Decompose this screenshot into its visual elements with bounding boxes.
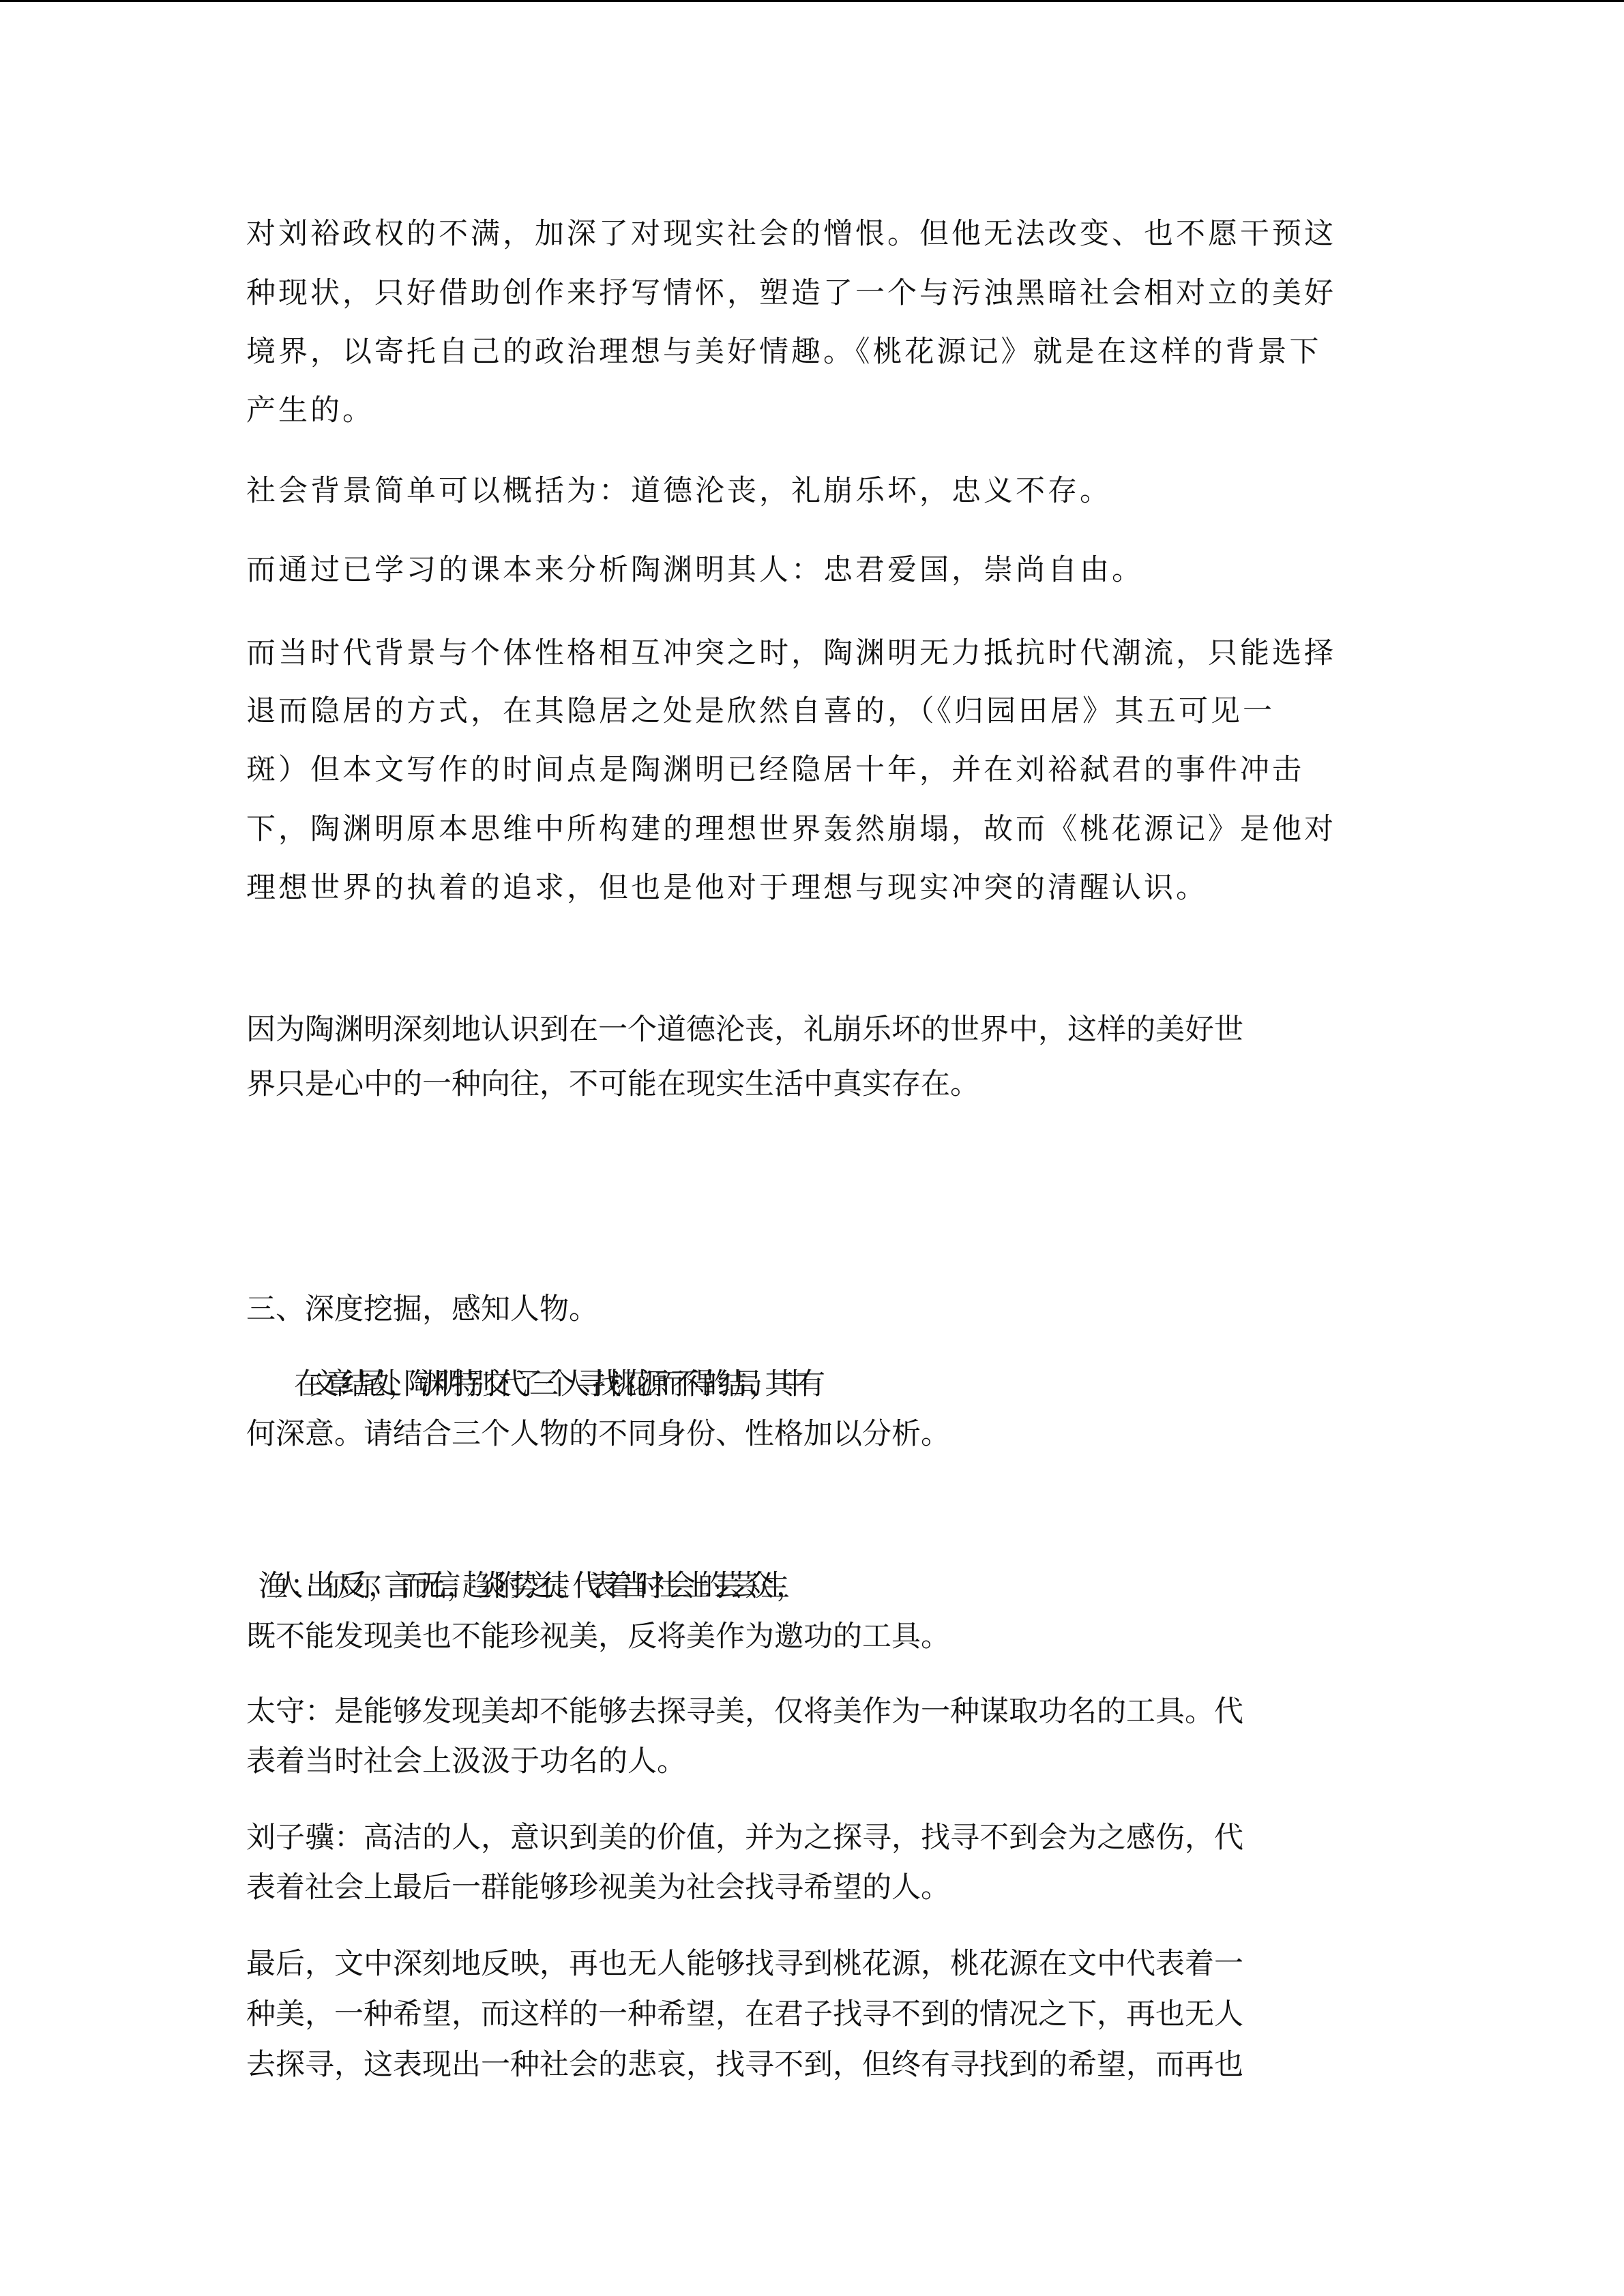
- conclusion-line: 种美，一种希望，而这样的一种希望，在君子找寻不到的情况之下，再也无人: [246, 1997, 1243, 2031]
- question-line: 何深意。请结合三个人物的不同身份、性格加以分析。: [246, 1417, 950, 1451]
- question-line: 在文章结尾处，陶渊明特别交代了三个人寻找桃花源而不得的结局，其中有: [294, 1367, 812, 1401]
- paragraph-line: 对刘裕政权的不满，加深了对现实社会的憎恨。但他无法改变、也不愿干预这: [246, 217, 1336, 251]
- analysis-fisherman-line: 渔人：出尔反尔，言而无信，趋炎附势之徒。代表着当时社会上的芸芸众生，: [259, 1569, 792, 1603]
- paragraph-line: 斑）但本文写作的时间点是陶渊明已经隐居十年，并在刘裕弑君的事件冲击: [246, 753, 1304, 787]
- paragraph-line: 因为陶渊明深刻地认识到在一个道德沦丧，礼崩乐坏的世界中，这样的美好世: [246, 1013, 1243, 1047]
- page-top-border: [0, 0, 1624, 2]
- paragraph-line: 种现状，只好借助创作来抒写情怀，塑造了一个与污浊黑暗社会相对立的美好: [246, 276, 1336, 310]
- paragraph-line: 境界，以寄托自己的政治理想与美好情趣。《桃花源记》就是在这样的背景下: [246, 335, 1322, 369]
- paragraph-line: 界只是心中的一种向往，不可能在现实生活中真实存在。: [246, 1067, 979, 1101]
- paragraph-line: 理想世界的执着的追求，但也是他对于理想与现实冲突的清醒认识。: [246, 871, 1208, 905]
- conclusion-line: 去探寻，这表现出一种社会的悲哀，找寻不到，但终有寻找到的希望，而再也: [246, 2048, 1243, 2082]
- paragraph-line: 产生的。: [246, 393, 374, 428]
- paragraph-line: 而当时代背景与个体性格相互冲突之时，陶渊明无力抵抗时代潮流，只能选择: [246, 636, 1336, 670]
- paragraph-line: 下，陶渊明原本思维中所构建的理想世界轰然崩塌，故而《桃花源记》是他对: [246, 812, 1336, 846]
- analysis-liuziji-line: 表着社会上最后一群能够珍视美为社会找寻希望的人。: [246, 1870, 950, 1905]
- paragraph-line: 退而隐居的方式，在其隐居之处是欣然自喜的，（《归园田居》其五可见一: [246, 694, 1275, 728]
- paragraph-line: 社会背景简单可以概括为：道德沦丧，礼崩乐坏，忠义不存。: [246, 474, 1112, 508]
- conclusion-line: 最后，文中深刻地反映，再也无人能够找寻到桃花源，桃花源在文中代表着一: [246, 1947, 1243, 1981]
- paragraph-line: 而通过已学习的课本来分析陶渊明其人：忠君爱国，崇尚自由。: [246, 553, 1144, 587]
- analysis-liuziji-line: 刘子骥：高洁的人，意识到美的价值，并为之探寻，找寻不到会为之感伤，代: [246, 1821, 1243, 1855]
- analysis-taishou-line: 太守：是能够发现美却不能够去探寻美，仅将美作为一种谋取功名的工具。代: [246, 1695, 1243, 1729]
- analysis-fisherman-line: 既不能发现美也不能珍视美，反将美作为邀功的工具。: [246, 1620, 950, 1654]
- section-heading: 三、深度挖掘，感知人物。: [246, 1292, 598, 1326]
- analysis-taishou-line: 表着当时社会上汲汲于功名的人。: [246, 1744, 686, 1778]
